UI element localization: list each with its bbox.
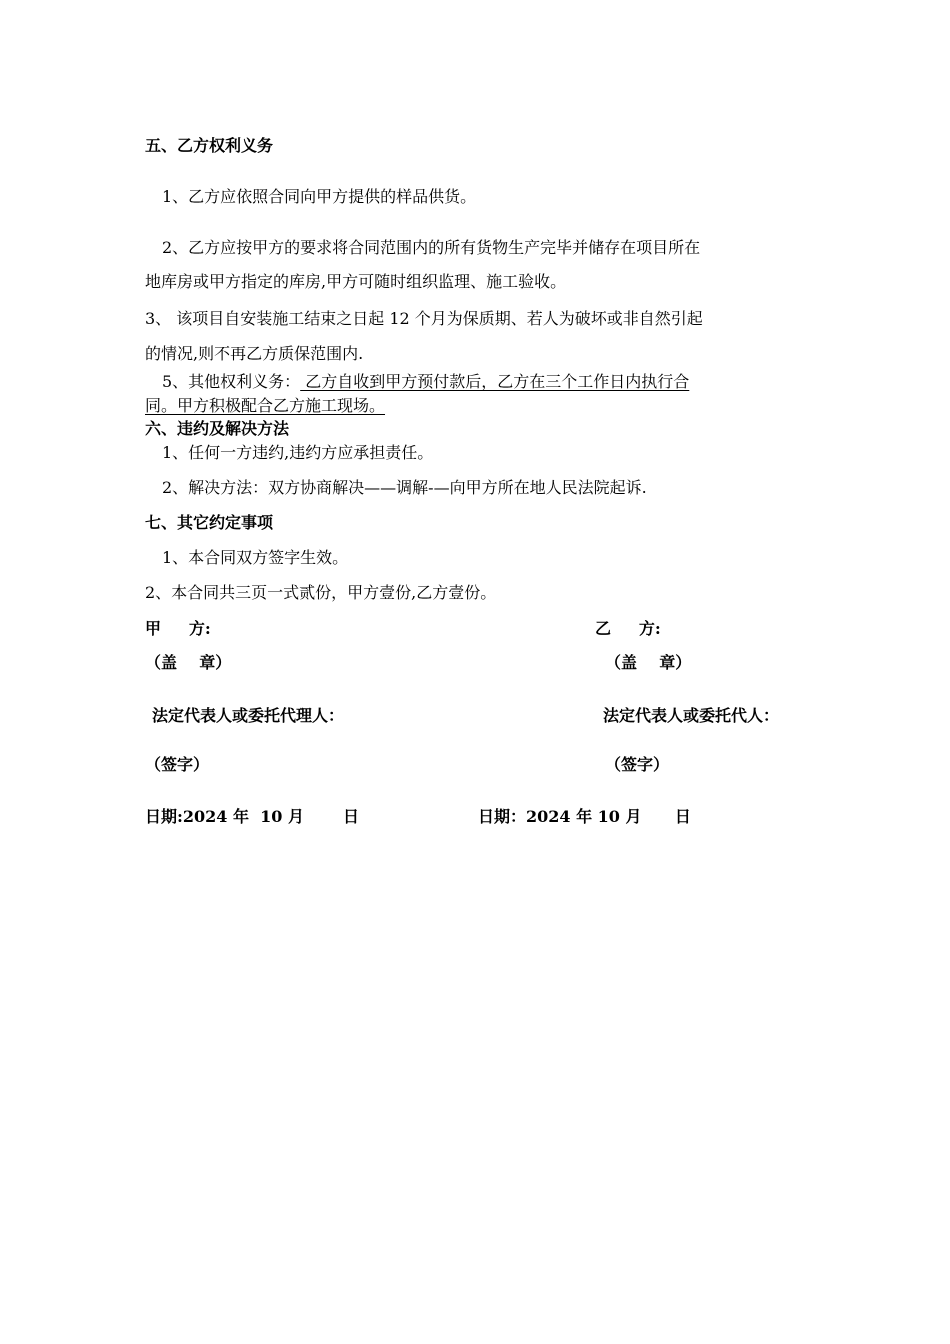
section-5-item-5-line-1 xyxy=(162,371,689,393)
section-5-item-3-line-2: 的情况,则不再乙方质保范围内. xyxy=(145,344,364,363)
section-6-item-2: 2、解决方法：双方协商解决——调解-—向甲方所在地人民法院起诉. xyxy=(162,478,647,497)
section-5-item-2-line-1: 2、乙方应按甲方的要求将合同范围内的所有货物生产完毕并储存在项目所在 xyxy=(162,238,701,257)
party-a-representative: 法定代表人或委托代理人： xyxy=(152,706,345,725)
section-7-item-1: 1、本合同双方签字生效。 xyxy=(162,548,349,567)
section-6-item-1: 1、任何一方违约,违约方应承担责任。 xyxy=(162,443,434,462)
section-7-item-2: 2、本合同共三页一式贰份，甲方壹份,乙方壹份。 xyxy=(145,583,497,602)
section-6-heading: 六、违约及解决方法 xyxy=(145,419,290,438)
section-5-item-5-prefix: 5、其他权利义务： xyxy=(162,372,301,391)
party-b-date: 日期：2024 年 10 月 日 xyxy=(478,807,691,826)
party-a-seal: （盖 章） xyxy=(145,653,232,672)
party-a-date: 日期:2024 年 10 月 日 xyxy=(145,807,359,826)
party-a-sign: （签字） xyxy=(145,755,210,774)
party-b-sign: （签字） xyxy=(605,755,670,774)
section-5-item-1: 1、乙方应依照合同向甲方提供的样品供货。 xyxy=(162,187,477,206)
section-5-item-5-underlined-1: 乙方自收到甲方预付款后，乙方在三个工作日内执行合 xyxy=(300,372,690,391)
party-b-seal: （盖 章） xyxy=(605,653,692,672)
section-5-item-5-line-2: 同。甲方积极配合乙方施工现场。 xyxy=(145,396,386,415)
party-a-label: 甲 方: xyxy=(145,619,211,638)
party-b-label: 乙 方: xyxy=(595,619,661,638)
section-5-heading: 五、乙方权利义务 xyxy=(145,136,274,155)
section-7-heading: 七、其它约定事项 xyxy=(145,513,274,532)
section-5-item-2-line-2: 地库房或甲方指定的库房,甲方可随时组织监理、施工验收。 xyxy=(145,272,567,291)
party-b-representative: 法定代表人或委托代人： xyxy=(603,706,780,725)
section-5-item-3-line-1: 3、 该项目自安装施工结束之日起 12 个月为保质期、若人为破坏或非自然引起 xyxy=(145,309,703,328)
